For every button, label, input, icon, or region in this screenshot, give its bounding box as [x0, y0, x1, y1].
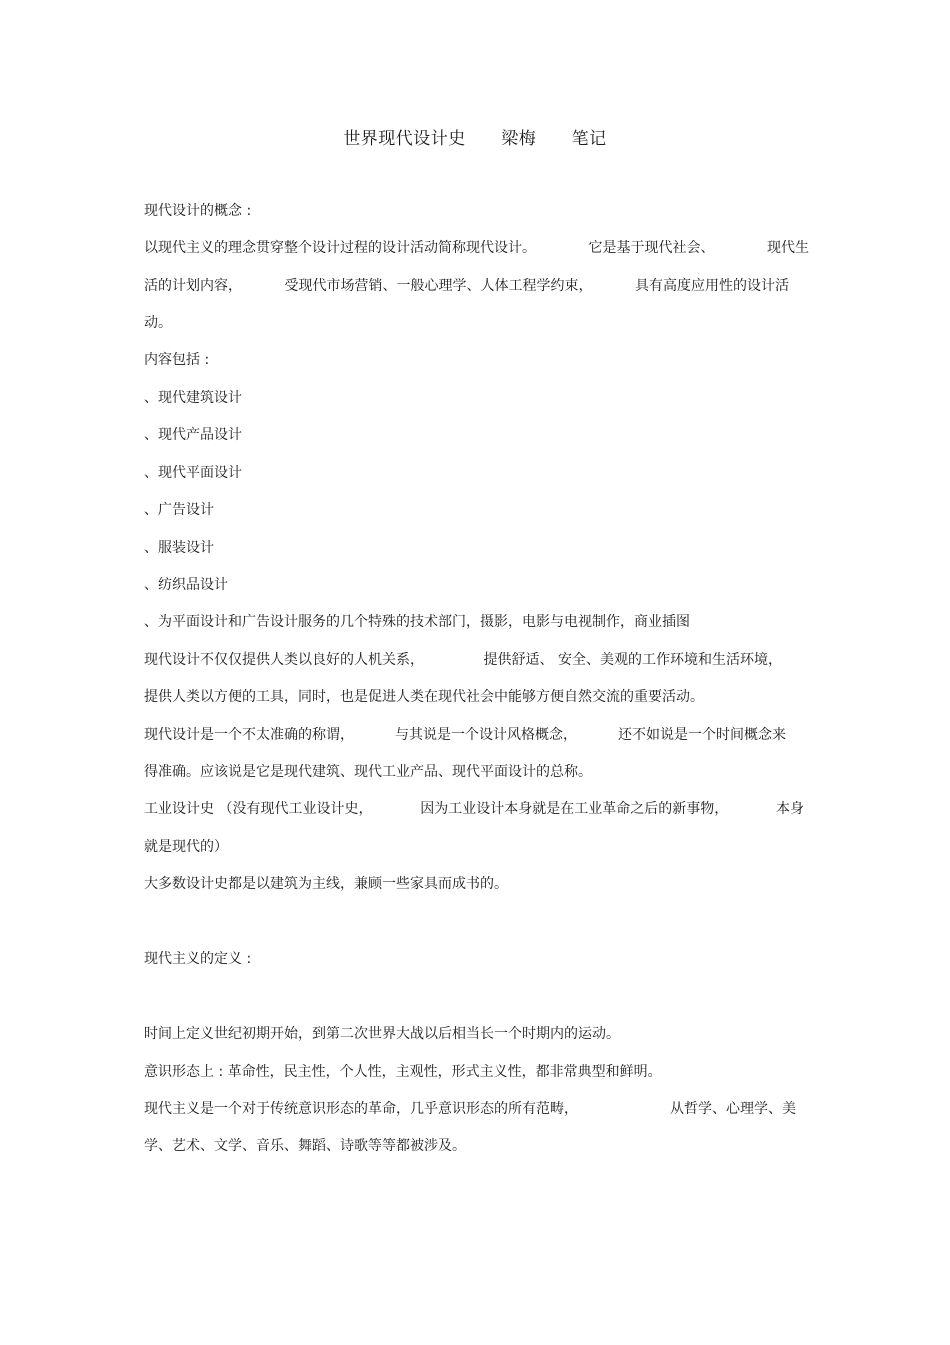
document-title: 世界现代设计史 梁梅 笔记: [343, 129, 607, 149]
concept-paragraph-line-1: [144, 239, 809, 257]
text-segment: 因为工业设计本身就是在工业革命之后的新事物，: [420, 801, 729, 817]
text-segment: 与其说是一个设计风格概念，: [395, 727, 577, 743]
list-item: 、现代平面设计: [144, 465, 242, 481]
paragraph-line: 时间上定义世纪初期开始，到第二次世界大战以后相当长一个时期内的运动。: [144, 1026, 620, 1042]
text-segment: 现代设计不仅仅提供人类以良好的人机关系，: [144, 652, 424, 668]
text-segment: 本身: [775, 801, 804, 817]
text-segment: 受现代市场营销、一般心理学、人体工程学约束，: [284, 278, 593, 294]
list-item: 、现代建筑设计: [144, 390, 242, 406]
paragraph-line: [144, 1100, 796, 1118]
list-item: 、纺织品设计: [144, 577, 228, 593]
text-segment: 提供舒适、 安全、美观的工作环境和生活环境，: [483, 652, 782, 668]
paragraph-line: [144, 800, 804, 818]
list-item: 、为平面设计和广告设计服务的几个特殊的技术部门，摄影，电影与电视制作，商业插图: [144, 614, 690, 630]
text-segment: 工业设计史 （没有现代工业设计史，: [144, 801, 373, 817]
paragraph-line: 意识形态上 : 革命性，民主性，个人性，主观性，形式主义性，都非常典型和鲜明。: [144, 1064, 662, 1080]
list-item: 、广告设计: [144, 502, 214, 518]
paragraph-line: [144, 726, 786, 744]
contents-heading: 内容包括 :: [144, 352, 210, 368]
text-segment: 还不如说是一个时间概念来: [618, 727, 786, 743]
text-segment: 具有高度应用性的设计活: [635, 278, 789, 294]
concept-paragraph-line-2: [144, 277, 789, 295]
text-segment: 活的计划内容，: [144, 278, 242, 294]
concept-paragraph-line-3: 动。: [144, 315, 172, 331]
paragraph-line: 就是现代的）: [144, 839, 228, 855]
text-segment: 它是基于现代社会、: [588, 240, 715, 256]
list-item: 、服装设计: [144, 540, 214, 556]
paragraph-line: 提供人类以方便的工具，同时，也是促进人类在现代社会中能够方便自然交流的重要活动。: [144, 689, 704, 705]
paragraph-line: [144, 651, 782, 669]
concept-heading: 现代设计的概念 :: [144, 203, 252, 219]
paragraph-line: 大多数设计史都是以建筑为主线，兼顾一些家具而成书的。: [144, 876, 508, 892]
text-segment: 现代主义是一个对于传统意识形态的革命，几乎意识形态的所有范畴，: [144, 1101, 578, 1117]
text-segment: 从哲学、心理学、美: [670, 1101, 796, 1117]
paragraph-line: 得准确。应该说是它是现代建筑、现代工业产品、现代平面设计的总称。: [144, 764, 592, 780]
text-segment: 现代设计是一个不太准确的称谓，: [144, 727, 354, 743]
paragraph-line: 学、艺术、文学、音乐、舞蹈、诗歌等等都被涉及。: [144, 1138, 466, 1154]
text-segment: 以现代主义的理念贯穿整个设计过程的设计活动简称现代设计。: [144, 240, 536, 256]
text-segment: 现代生: [767, 240, 809, 256]
list-item: 、现代产品设计: [144, 427, 242, 443]
modernism-heading: 现代主义的定义 :: [144, 951, 252, 967]
